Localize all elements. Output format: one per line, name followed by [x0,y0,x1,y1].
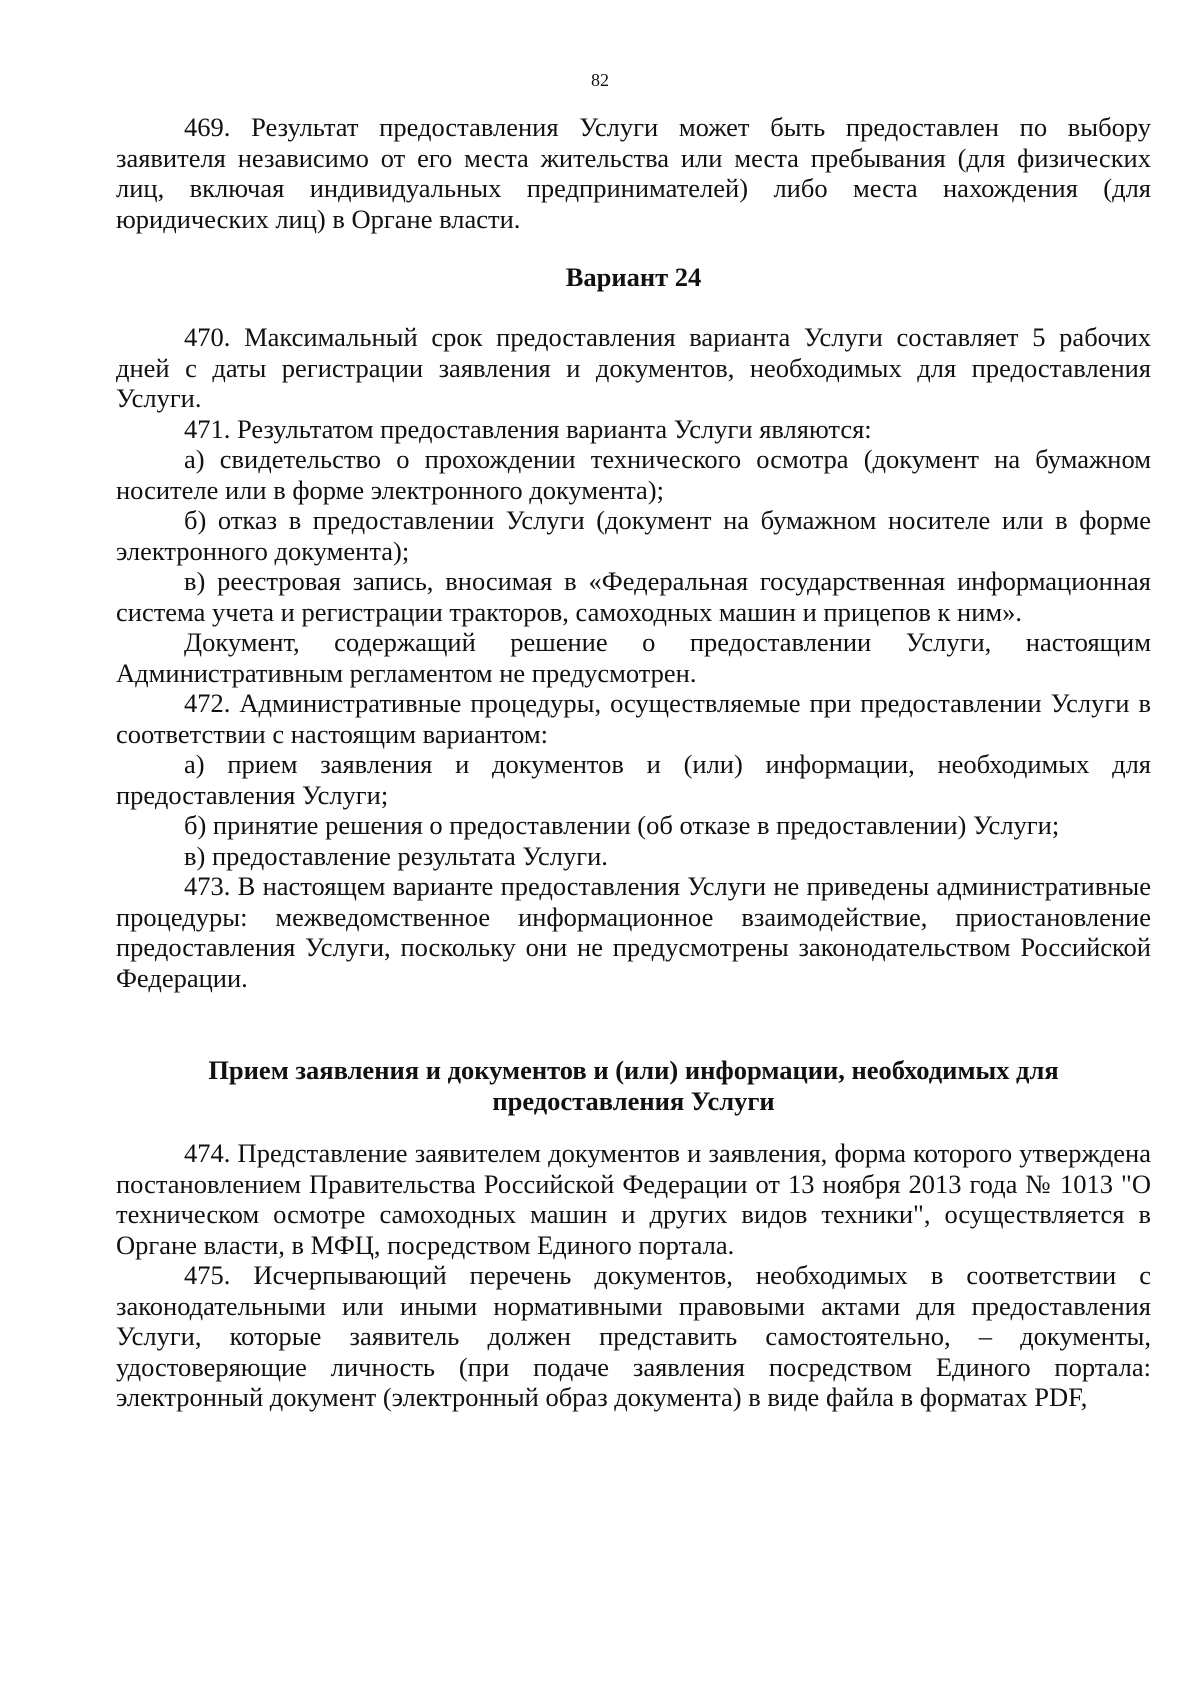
paragraph-474: 474. Представление заявителем документов и заявления, форма которого утверждена постановлением Правительства Российской Федерации от 13 ноября 2013 года № 1013 "О техническом осмотре самоходных машин и других видов техники", осуществляется в Органе власти, в МФЦ, посредством Единого портала. [116,1138,1151,1260]
paragraph-471-d: Документ, содержащий решение о предоставлении Услуги, настоящим Административным регламентом не предусмотрен. [116,627,1151,688]
paragraph-475: 475. Исчерпывающий перечень документов, необходимых в соответствии с законодательными или иными нормативными правовыми актами для предоставления Услуги, которые заявитель должен представить самостоятельно, – документы, удостоверяющие личность (при подаче заявления посредством Единого портала: электронный документ (электронный образ документа) в виде файла в форматах PDF, [116,1260,1151,1412]
paragraph-472-a: а) прием заявления и документов и (или) информации, необходимых для предоставления Услуги; [116,749,1151,810]
page-number: 82 [591,70,609,90]
heading-variant: Вариант 24 [565,262,702,292]
paragraph-471-c: в) реестровая запись, вносимая в «Федеральная государственная информационная система учета и регистрации тракторов, самоходных машин и прицепов к ним». [116,566,1151,627]
paragraph-472-c: в) предоставление результата Услуги. [184,840,608,871]
paragraph-469: 469. Результат предоставления Услуги может быть предоставлен по выбору заявителя независимо от его места жительства или места пребывания (для физических лиц, включая индивидуальных предпринимателей) либо места нахождения (для юридических лиц) в Органе власти. [116,112,1151,234]
section-variant-24 [116,322,1151,993]
paragraph-471-b: б) отказ в предоставлении Услуги (документ на бумажном носителе или в форме электронного документа); [116,505,1151,566]
paragraph-471-a: а) свидетельство о прохождении технического осмотра (документ на бумажном носителе или в форме электронного документа); [116,444,1151,505]
section-reception [116,1138,1151,1413]
paragraph-473: 473. В настоящем варианте предоставления Услуги не приведены административные процедуры: межведомственное информационное взаимодействие, приостановление предоставления Услуги, поскольку они не предусмотрены законодательством Российской Федерации. [116,871,1151,993]
heading-reception: Прием заявления и документов и (или) информации, необходимых для предоставления Услуги [208,1055,1059,1116]
section-469 [116,112,1151,234]
paragraph-471: 471. Результатом предоставления варианта Услуги являются: [184,413,872,444]
paragraph-470: 470. Максимальный срок предоставления варианта Услуги составляет 5 рабочих дней с даты регистрации заявления и документов, необходимых для предоставления Услуги. [116,322,1151,413]
paragraph-472-b: б) принятие решения о предоставлении (об отказе в предоставлении) Услуги; [184,810,1060,840]
paragraph-472: 472. Административные процедуры, осуществляемые при предоставлении Услуги в соответствии с настоящим вариантом: [116,688,1151,749]
